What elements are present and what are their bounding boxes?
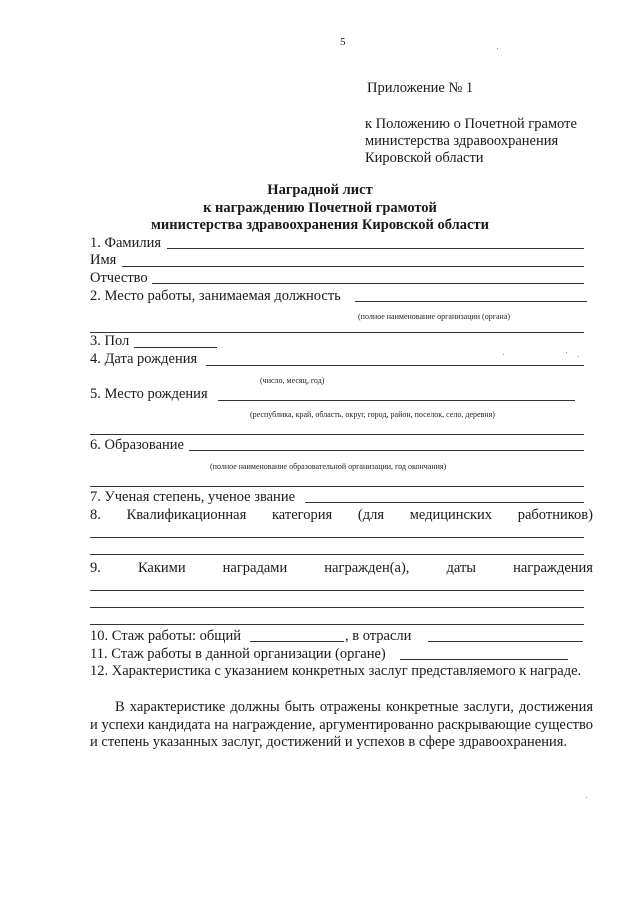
appendix-ref-line-1: к Положению о Почетной грамоте <box>365 116 577 132</box>
scan-speck <box>497 48 498 49</box>
birth-date-label: 4. Дата рождения <box>90 351 198 367</box>
experience-total-label: 10. Стаж работы: общий <box>90 628 241 644</box>
birth-place-hint: (республика, край, область, округ, город, район, поселок, село, деревня) <box>250 410 495 419</box>
qualification-word: работников) <box>517 507 593 523</box>
workplace-hint: (полное наименование организации (органа) <box>358 312 511 321</box>
page-number: 5 <box>340 36 346 48</box>
appendix-ref-line-3: Кировской области <box>365 150 484 166</box>
patronymic-line[interactable] <box>152 283 584 284</box>
scan-speck <box>586 797 587 798</box>
sex-line[interactable] <box>134 347 217 348</box>
experience-sector-line[interactable] <box>428 641 583 642</box>
education-line-2[interactable] <box>90 486 584 487</box>
birth-place-label: 5. Место рождения <box>90 386 208 402</box>
birth-place-line-2[interactable] <box>90 434 584 435</box>
workplace-label: 2. Место работы, занимаемая должность <box>90 288 341 304</box>
education-line[interactable] <box>189 450 584 451</box>
awards-word: награждения <box>513 560 593 576</box>
qualification-word: категория <box>271 507 333 523</box>
heading-line-3: министерства здравоохранения Кировской области <box>151 217 489 233</box>
sex-label: 3. Пол <box>90 333 130 349</box>
qualification-word: Квалификационная <box>126 507 247 523</box>
qualification-word: медицинских <box>409 507 493 523</box>
workplace-line[interactable] <box>355 301 587 302</box>
qualification-word: (для <box>357 507 384 523</box>
experience-org-line[interactable] <box>400 659 568 660</box>
qualification-label <box>90 507 593 524</box>
appendix-ref-line-2: министерства здравоохранения <box>365 133 559 149</box>
awards-line-3[interactable] <box>90 624 584 625</box>
surname-line[interactable] <box>167 248 584 249</box>
appendix-title: Приложение № 1 <box>367 80 474 96</box>
workplace-line-2[interactable] <box>90 332 584 333</box>
birth-date-hint: (число, месяц, год) <box>260 376 325 385</box>
degree-line[interactable] <box>305 502 584 503</box>
awards-word: даты <box>446 560 477 576</box>
birth-date-line[interactable] <box>206 365 584 366</box>
awards-line-2[interactable] <box>90 607 584 608</box>
awards-line-1[interactable] <box>90 590 584 591</box>
awards-word: Какими <box>137 560 186 576</box>
experience-sector-label: , в отрасли <box>345 628 412 644</box>
education-hint: (полное наименование образовательной организации, год окончания) <box>210 462 447 471</box>
education-label: 6. Образование <box>90 437 184 453</box>
awards-word: 9. <box>90 560 101 576</box>
birth-place-line[interactable] <box>218 400 575 401</box>
name-line[interactable] <box>122 266 584 267</box>
surname-label: 1. Фамилия <box>90 235 161 251</box>
characteristic-note: В характеристике должны быть отражены конкретные заслуги, достижения и успехи кандидата на награждение, аргументированно раскрывающие существо и степень указанных заслуг, достижений и успехов в сфере здравоохранения. <box>90 699 593 750</box>
qualification-line-2[interactable] <box>90 554 584 555</box>
qualification-line-1[interactable] <box>90 537 584 538</box>
scan-speck <box>503 354 504 355</box>
patronymic-label: Отчество <box>90 270 148 286</box>
awards-word: награжден(а), <box>324 560 410 576</box>
scan-speck <box>578 356 579 357</box>
heading-line-1: Наградной лист <box>267 182 373 198</box>
characteristic-text: 12. Характеристика с указанием конкретных заслуг представляемого к награде. <box>90 663 582 679</box>
name-label: Имя <box>90 252 117 268</box>
qualification-word: 8. <box>90 507 101 523</box>
awards-word: наградами <box>222 560 288 576</box>
degree-label: 7. Ученая степень, ученое звание <box>90 489 296 505</box>
experience-org-label: 11. Стаж работы в данной организации (органе) <box>90 646 386 662</box>
scan-speck <box>566 352 567 353</box>
awards-label <box>90 560 593 577</box>
heading-line-2: к награждению Почетной грамотой <box>203 200 437 216</box>
experience-total-line[interactable] <box>250 641 344 642</box>
